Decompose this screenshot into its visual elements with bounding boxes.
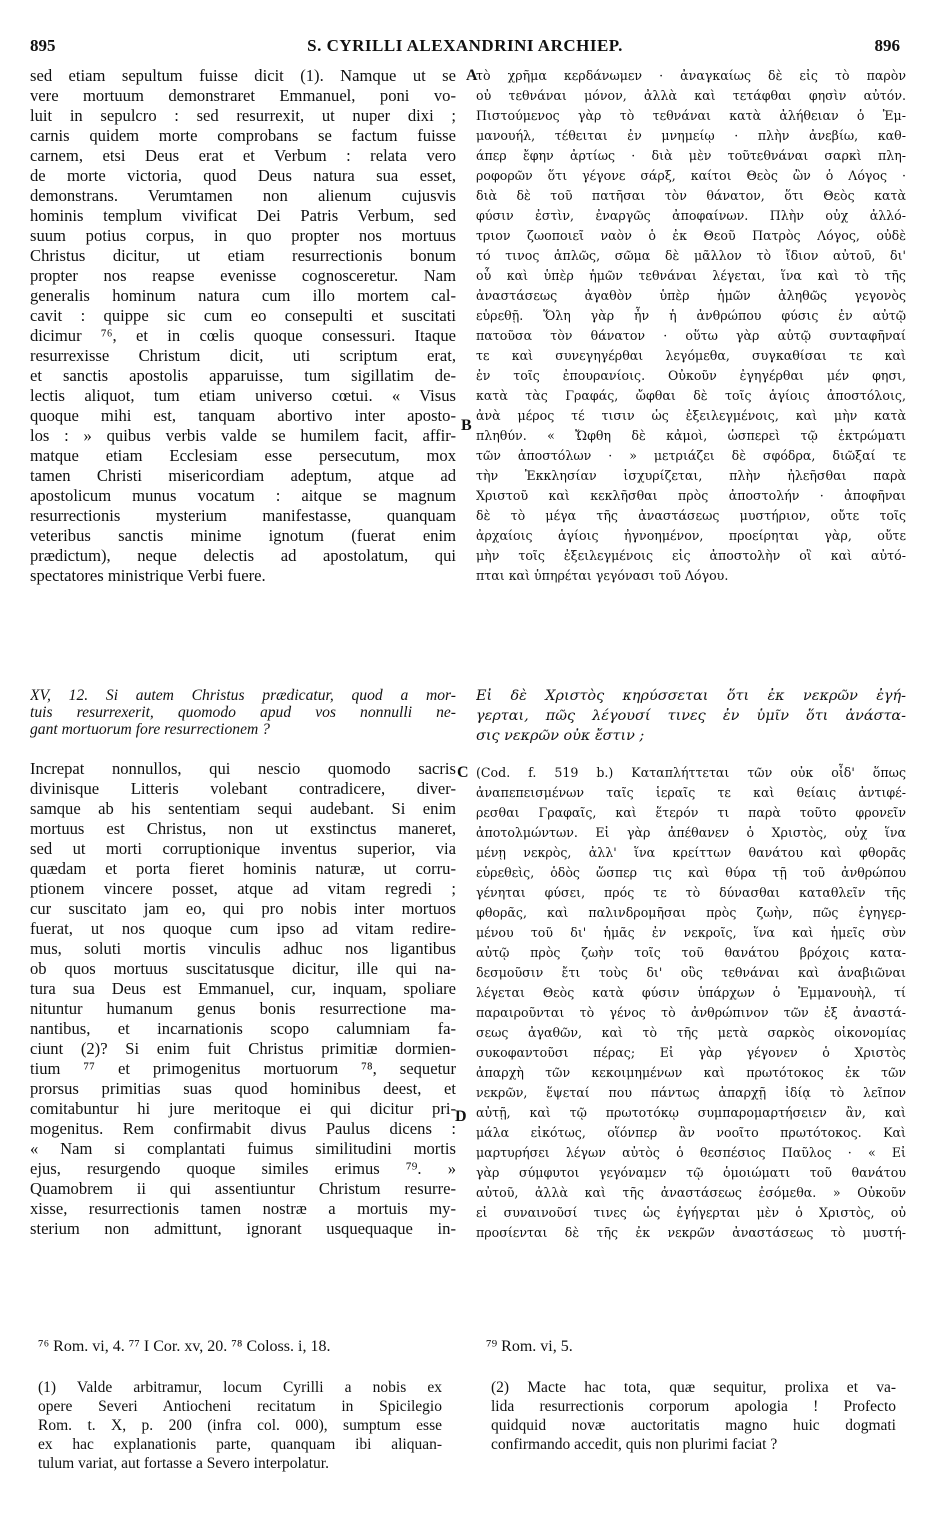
- text-line: resurrectionis mysterium manifestasse, quanquam: [30, 506, 456, 525]
- text-line: κατὰ τὰς Γραφάς, ὤφθαι δὲ τοῖς ἁγίοις ἀποστόλοις,: [476, 388, 906, 403]
- text-line: lida resurrectionis corporum apologia ! Profecto: [491, 1398, 896, 1415]
- text-line: τό τινος ἁπλῶς, σῶμα δὲ μᾶλλον τὸ ἴδιον αὐτοῦ, δι': [476, 248, 906, 263]
- text-line: lectis aliquot, tum etiam universo cœtui. « Visus: [30, 386, 456, 405]
- text-line: μένου τοῦ δι' ἡμᾶς ἐν νεκροῖς, ἵνα καὶ ἡμεῖς σὺν: [476, 925, 906, 940]
- text-line: εὑρεθῇ. Ὅλη γὰρ ἦν ἡ ἀνθρώπου φύσις ἐν αὐτῷ: [476, 308, 906, 323]
- text-line: apostolicum munus vocatum : aitque se magnum: [30, 486, 456, 505]
- text-line: Quamobrem ii qui assentiuntur Christum resurre-: [30, 1179, 456, 1198]
- margin-letter-d: D: [455, 1108, 467, 1125]
- text-line: μανουήλ, τέθειται ἐν μνημείῳ · πλὴν ἀνεβίω, καθ-: [476, 128, 906, 143]
- latin-section-heading: [30, 687, 456, 738]
- text-line: confirmando accedit, quis non plurimi faciat ?: [491, 1436, 778, 1453]
- text-line: « Nam si complantati fuimus similitudini mortis: [30, 1139, 456, 1158]
- text-line: quoque mihi est, tanquam abortivo inter aposto-: [30, 406, 456, 425]
- text-line: ἀναστάσεως ἀγαθὸν ὑπὲρ ἡμῶν ἀληθῶς γεγονὸς: [476, 288, 906, 303]
- text-line: propter nos reapse evenisse cognosceretur. Nam: [30, 266, 456, 285]
- text-line: fuerat, ut nos quoque cum ipso ad vitam redire-: [30, 919, 456, 938]
- text-line: (Cod. f. 519 b.) Καταπλήττεται τῶν οὐκ οἶδ' ὅπως: [476, 765, 906, 780]
- text-line: μὴν τοῖς ἐξειλεγμένοις εἰς ἀποστολὴν οἳ καὶ αὐτό-: [476, 548, 906, 563]
- text-line: carnem, etsi Deus erat et Verbum : relata vero: [30, 146, 456, 165]
- text-line: xisse, resurrectionis tamen nostræ a mortuis my-: [30, 1199, 456, 1218]
- text-line: vere mortuum demonstraret Emmanuel, poni vo-: [30, 86, 456, 105]
- text-line: tuis resurrexerit, quomodo apud vos nonnulli ne-: [30, 704, 456, 721]
- text-line: prorsus primitias suas quod hominibus deest, et: [30, 1079, 456, 1098]
- margin-letter-a: A: [466, 67, 478, 84]
- text-line: hominis templum vivificat Dei Patris Verbum, sed: [30, 206, 456, 225]
- text-line: ἐν τοῖς ἐπουρανίοις. Οὐκοῦν ἐγηγέρθαι μέν φησι,: [476, 368, 906, 383]
- text-line: νεκρῶν, ἕψεταί που πάντως ἀπαρχῇ ἰδίᾳ τὸ λεῖπον: [476, 1085, 906, 1100]
- text-line: ροφορῶν ὅτι γέγονε σάρξ, καίτοι Θεὸς ὢν ὁ Λόγος ·: [476, 168, 906, 183]
- text-line: σις νεκρῶν οὐκ ἔστιν ;: [476, 728, 645, 744]
- text-line: προσίενται δὲ τῆς ἐκ νεκρῶν ἀναστάσεως τὸ μυστή-: [476, 1225, 906, 1240]
- text-line: ob quos mortuus suscitatusque dicitur, ille qui na-: [30, 959, 456, 978]
- text-line: δεσμοῦσιν ἔτι τοὺς δι' οὓς τεθνάναι καὶ ἀναβιῶναι: [476, 965, 906, 980]
- text-line: ciunt (2)? Si enim fuit Christus primitiæ dormien-: [30, 1039, 456, 1058]
- text-line: αὐτοῦ, ἀλλὰ καὶ τῆς ἀναστάσεως ἐσόμεθα. » Οὐκοῦν: [476, 1185, 906, 1200]
- footnote-1: [38, 1378, 442, 1473]
- margin-letter-b: B: [461, 417, 472, 434]
- text-line: Increpat nonnullos, qui nescio quomodo sacris: [30, 759, 456, 778]
- text-line: demonstrans. Verumtamen non alienum cujusvis: [30, 186, 456, 205]
- text-line: quidquid novæ auctoritatis magno huic dogmati: [491, 1417, 896, 1434]
- text-line: φθορᾶς, καὶ παλινδρομῆσαι πρὸς ζωὴν, πῶς ἐγηγερ-: [476, 905, 906, 920]
- text-line: ἀρχαίοις ἁγίοις ἠγνοημένον, προείρηται γὰρ, οὔτε: [476, 528, 906, 543]
- text-line: suum potius corpus, in quo propter nos mortuus: [30, 226, 456, 245]
- greek-column-part1: [476, 66, 906, 586]
- text-line: prædictum), neque delectis ad apostolatum, qui: [30, 546, 456, 565]
- text-line: γὰρ σύμφυτοι γεγόναμεν τῷ ὁμοιώματι τοῦ θανάτου: [476, 1165, 906, 1180]
- text-line: τε καὶ συνεγηγέρθαι λεγόμεθα, συγκαθίσαι τε καὶ: [476, 348, 906, 363]
- text-line: μάλα εἰκότως, οἵόνπερ ἂν νοοῖτο πρωτότοκος. Καὶ: [476, 1125, 906, 1140]
- text-line: Christus dicitur, ut etiam resurrectionis bonum: [30, 246, 456, 265]
- text-line: ἀποτολμώντων. Εἰ γὰρ ἀπέθανεν ὁ Χριστὸς, οὐχ ἵνα: [476, 825, 906, 840]
- text-line: nituntur humanum genus bonis resurrectione ma-: [30, 999, 456, 1018]
- text-line: οὐ τεθνάναι μόνον, ἀλλὰ καὶ τετάφθαι φησὶν αὐτόν.: [476, 88, 906, 103]
- text-line: dicimur ⁷⁶, et in cœlis quoque consessuri. Itaque: [30, 326, 456, 345]
- text-line: ex hac explanationis parte, quanquam ibi aliquan-: [38, 1436, 442, 1453]
- text-line: τῶν ἀποστόλων · » μετριάζει δὲ σφόδρα, διῶξαί τε: [476, 448, 906, 463]
- text-line: πληθύν. « Ὤφθη δὲ κἀμοὶ, ὡσπερεὶ τῷ ἐκτρώματι: [476, 428, 906, 443]
- text-line: tulum variat, aut fortasse a Severo interpolatur.: [38, 1455, 329, 1472]
- text-line: μένῃ νεκρὸς, ἀλλ' ἵνα κρείττων θανάτου καὶ φθορᾶς: [476, 845, 906, 860]
- text-line: γένηται φύσει, πρός τε τὸ δύνασθαι καταθλεῖν τῆς: [476, 885, 906, 900]
- text-line: matque etiam Ecclesiam esse persecutum, mox: [30, 446, 456, 465]
- text-line: αὐτῇ, καὶ τῷ πρωτοτόκῳ συμπαρομαρτήσειεν ἂν, καὶ: [476, 1105, 906, 1120]
- text-line: γερται, πῶς λέγουσί τινες ἐν ὑμῖν ὅτι ἀνάστα-: [476, 708, 906, 724]
- text-line: ejus, resurgendo quoque similes erimus ⁷⁹. »: [30, 1159, 456, 1178]
- text-line: veteribus sanctis minime ignotum (fuerat enim: [30, 526, 456, 545]
- footnote-2: [491, 1378, 896, 1454]
- running-title: S. CYRILLI ALEXANDRINI ARCHIEP.: [307, 36, 623, 55]
- text-line: de morte victoria, quod Deus natura sua esset,: [30, 166, 456, 185]
- text-line: sed etiam sepultum fuisse dicit (1). Namque ut se: [30, 66, 456, 85]
- text-line: XV, 12. Si autem Christus prædicatur, quod a mor-: [30, 687, 456, 704]
- page-number-right: 896: [874, 36, 900, 55]
- scripture-references-left: ⁷⁶ Rom. vi, 4. ⁷⁷ I Cor. xv, 20. ⁷⁸ Coloss. i, 18.: [38, 1338, 331, 1355]
- text-line: δὲ τὸ μέγα τῆς ἀναστάσεως μυστήριον, οὔτε τοῖς: [476, 508, 906, 523]
- text-line: Χριστοῦ καὶ κεκλῆσθαι πρὸς ἀποστολήν · ἀποφῆναι: [476, 488, 906, 503]
- text-line: gant mortuorum fore resurrectionem ?: [30, 721, 270, 738]
- text-line: μαρτυρήσει λέγων αὐτὸς ὁ θεσπέσιος Παῦλος · « Εἰ: [476, 1145, 906, 1160]
- text-line: παραιροῦνται τὸ γένος τὸ ἀνθρώπινον τῶν ἐξ ἀναστά-: [476, 1005, 906, 1020]
- greek-column-part2: [476, 763, 906, 1243]
- text-line: sed ut morti corruptionique inventus superior, via: [30, 839, 456, 858]
- latin-column-part1: [30, 66, 456, 586]
- text-line: divinisque Litteris volebant contradicere, diver-: [30, 779, 456, 798]
- text-line: ptionem vincere posset, atque ad vitam regredi ;: [30, 879, 456, 898]
- text-line: (2) Macte hac tota, quæ sequitur, prolixa et va-: [491, 1379, 896, 1396]
- text-line: carnis quidem morte comprobans se factum fuisse: [30, 126, 456, 145]
- text-line: εὑρεθεὶς, ὁδὸς ὥσπερ τις καὶ θύρα τῇ τοῦ ἀνθρώπου: [476, 865, 906, 880]
- text-line: ρεσθαι Γραφαῖς, καὶ ἕτερόν τι παρὰ τοῦτο φρονεῖν: [476, 805, 906, 820]
- text-line: συκοφαντοῦσι πέρας; Εἰ γὰρ γέγονεν ὁ Χριστὸς: [476, 1045, 906, 1060]
- text-line: resurrexisse Christum dicit, uti scriptum erat,: [30, 346, 456, 365]
- text-line: αὐτῷ πρὸς ζωὴν τοῖς τοῦ θανάτου βρόχοις κατα-: [476, 945, 906, 960]
- text-line: tium ⁷⁷ et primogenitus mortuorum ⁷⁸, sequetur: [30, 1059, 456, 1078]
- text-line: opere Severi Antiocheni recitatum in Spicilegio: [38, 1398, 442, 1415]
- text-line: (1) Valde arbitramur, locum Cyrilli a nobis ex: [38, 1379, 442, 1396]
- text-line: comitabuntur hi jure meritoque ei qui dicitur pri-: [30, 1099, 456, 1118]
- text-line: nantibus, et incarnationis scopo calumniam fa-: [30, 1019, 456, 1038]
- text-line: spectatores ministrique Verbi fuere.: [30, 566, 266, 585]
- text-line: τριον ζωοποιεῖ ναὸν ὁ ἐκ Θεοῦ Πατρὸς Λόγος, οὐδὲ: [476, 228, 906, 243]
- text-line: τὴν Ἐκκλησίαν ἰσχυρίζεται, πλὴν ἠλεῆσθαι παρὰ: [476, 468, 906, 483]
- text-line: los : » quibus verbis valde se humilem facit, affir-: [30, 426, 456, 445]
- text-line: εἰ συναινοῦσί τινες ὡς ἐγήγερται μὲν ὁ Χριστὸς, οὐ: [476, 1205, 906, 1220]
- margin-letter-c: C: [457, 764, 469, 781]
- text-line: cavit : quippe sic cum eo consepulti et suscitati: [30, 306, 456, 325]
- greek-section-heading: [476, 686, 906, 746]
- text-line: πατοῦσα τὸν θάνατον · οὕτω γὰρ αὐτῷ συνταφῆναί: [476, 328, 906, 343]
- text-line: ἀπαρχὴ τῶν κεκοιμημένων καὶ πρωτότοκος ἐκ τῶν: [476, 1065, 906, 1080]
- text-line: ἀνὰ μέρος τέ τισιν ὡς ἐξειλεγμένοις, καὶ μὴν κατὰ: [476, 408, 906, 423]
- text-line: άπερ ἔφην ἀρτίως · διὰ μὲν τοῦτεθνάναι σαρκὶ πλη-: [476, 148, 906, 163]
- text-line: quædam et porta fieret hominis naturæ, ut corru-: [30, 859, 456, 878]
- text-line: mus, soluti mortis vinculis adhuc nos ligantibus: [30, 939, 456, 958]
- text-line: sterium non admittunt, ignorant usquequaque in-: [30, 1219, 456, 1238]
- text-line: generalis hominum natura cum illo mortem cal-: [30, 286, 456, 305]
- text-line: σεως ἀγαθῶν, καὶ τὸ τῆς μετὰ σαρκὸς οἰκονομίας: [476, 1025, 906, 1040]
- running-header: [30, 36, 900, 60]
- text-line: φύσιν ἐστὶν, ἐναργῶς ἀποφαίνων. Πλὴν οὐχ ἀλλό-: [476, 208, 906, 223]
- text-line: Εἰ δὲ Χριστὸς κηρύσσεται ὅτι ἐκ νεκρῶν ἐγή-: [476, 688, 906, 704]
- scripture-references-right: ⁷⁹ Rom. vi, 5.: [486, 1338, 573, 1355]
- text-line: cur suscitato jam eo, qui pro nobis inter mortuos: [30, 899, 456, 918]
- text-line: πται καὶ ὑπηρέται γεγόνασι τοῦ Λόγου.: [476, 568, 729, 583]
- text-line: mogenitus. Rem confirmabit divus Paulus dicens :: [30, 1119, 456, 1138]
- latin-column-part2: [30, 759, 456, 1239]
- text-line: τὸ χρῆμα κερδάνωμεν · ἀναγκαίως δὲ εἰς τὸ παρὸν: [476, 68, 906, 83]
- text-line: luit in sepulcro : sed resurrexit, ut nuper dixi ;: [30, 106, 456, 125]
- text-line: mortuus est Christus, non ut exstinctus maneret,: [30, 819, 456, 838]
- text-line: tamen Christi misericordiam adeptum, atque ad: [30, 466, 456, 485]
- text-line: λέγεται Θεὸς κατὰ φύσιν ὑπάρχων ὁ Ἐμμανουὴλ, τί: [476, 985, 906, 1000]
- text-line: et sanctis apostolis apparuisse, tum sigillatim de-: [30, 366, 456, 385]
- text-line: διὰ δὲ τοῦ πατῆσαι τὸν θάνατον, ὅτι Θεὸς κατὰ: [476, 188, 906, 203]
- text-line: οὗ καὶ ὑπὲρ ἡμῶν τεθνάναι λέγεται, ἵνα καὶ τὸ τῆς: [476, 268, 906, 283]
- text-line: samque ab his sententiam sequi audebant. Si enim: [30, 799, 456, 818]
- text-line: Rom. t. X, p. 200 (infra col. 000), sumptum esse: [38, 1417, 442, 1434]
- text-line: Πιστούμενος γὰρ τὸ τεθνάναι κατὰ ἀλήθειαν ὁ Ἐμ-: [476, 108, 906, 123]
- text-line: ἀναπεπεισμένων ταῖς ἱεραῖς τε καὶ θείαις ἀντιφέ-: [476, 785, 906, 800]
- text-line: tura sua Deus est Emmanuel, cur, inquam, spoliare: [30, 979, 456, 998]
- page-number-left: 895: [30, 36, 56, 55]
